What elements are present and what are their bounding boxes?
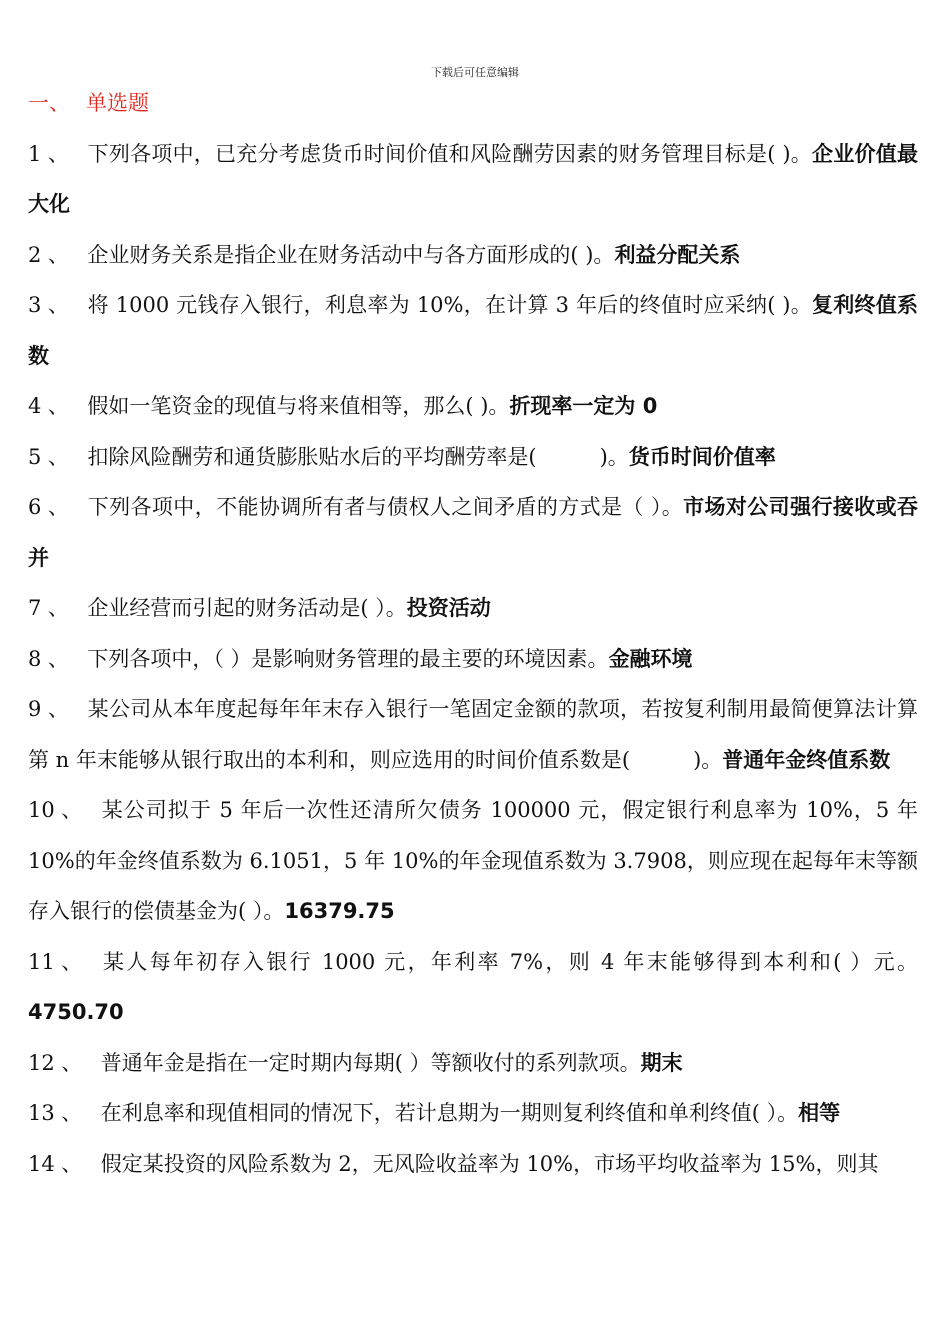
question-text: 企业经营而引起的财务活动是( ）。 (87, 596, 407, 620)
question-number: 8 (28, 646, 42, 671)
question-number: 4 (28, 394, 42, 418)
section-heading (28, 78, 918, 129)
question-item: 3 、 将 1000 元钱存入银行，利息率为 10%，在计算 3 年后的终值时应采纳( )。复利终值系数 (28, 280, 918, 381)
question-number: 14 (28, 1151, 55, 1176)
question-number: 3 (28, 293, 42, 317)
question-answer: 市场对公司强行接收或吞并 (28, 495, 918, 570)
question-text: 在利息率和现值相同的情况下，若计息期为一期则复利终值和单利终值( ）。 (100, 1101, 799, 1125)
section-number: 一、 (28, 91, 70, 115)
question-answer: 复利终值系数 (28, 293, 918, 368)
question-text: 假如一笔资金的现值与将来值相等，那么( )。 (87, 394, 510, 418)
question-text: 下列各项中，已充分考虑货币时间价值和风险酬劳因素的财务管理目标是( )。 (87, 141, 813, 166)
question-number: 7 (28, 596, 42, 620)
question-item: 8 、 下列各项中，（ ）是影响财务管理的最主要的环境因素。金融环境 (28, 634, 918, 685)
question-answer: 投资活动 (406, 596, 491, 620)
question-number: 9 (28, 697, 42, 721)
question-number: 1 (28, 141, 42, 166)
question-number: 12 (28, 1050, 55, 1075)
question-answer: 相等 (798, 1101, 841, 1125)
question-text: 普通年金是指在一定时期内每期( ）等额收付的系列款项。 (100, 1050, 641, 1075)
question-answer: 货币时间价值率 (628, 444, 776, 469)
question-item: 7 、 企业经营而引起的财务活动是( ）。投资活动 (28, 583, 918, 634)
question-item: 1 、 下列各项中，已充分考虑货币时间价值和风险酬劳因素的财务管理目标是( )。企业价值最大化 (28, 129, 918, 230)
question-item: 5 、 扣除风险酬劳和通货膨胀贴水后的平均酬劳率是( )。货币时间价值率 (28, 432, 918, 483)
question-answer: 期末 (640, 1050, 683, 1075)
question-item: 6 、 下列各项中，不能协调所有者与债权人之间矛盾的方式是（ ）。市场对公司强行接收或吞并 (28, 482, 918, 583)
question-answer: 普通年金终值系数 (722, 747, 891, 772)
question-item: 9 、 某公司从本年度起每年年末存入银行一笔固定金额的款项，若按复利制用最简便算法计算第 n 年末能够从银行取出的本利和，则应选用的时间价值系数是( )。普通年金终值系数 (28, 684, 918, 785)
question-item: 2 、 企业财务关系是指企业在财务活动中与各方面形成的( )。利益分配关系 (28, 230, 918, 281)
question-number: 11 (28, 949, 55, 974)
question-item: 11 、 某人每年初存入银行 1000 元，年利率 7%，则 4 年末能够得到本利和( ）元。4750.70 (28, 937, 918, 1038)
question-item: 12 、 普通年金是指在一定时期内每期( ）等额收付的系列款项。期末 (28, 1038, 918, 1089)
question-answer: 折现率一定为 0 (509, 394, 658, 418)
page-header: 下载后可任意编辑 (431, 66, 519, 79)
question-text: 扣除风险酬劳和通货膨胀贴水后的平均酬劳率是( )。 (87, 444, 629, 469)
question-text: 将 1000 元钱存入银行，利息率为 10%，在计算 3 年后的终值时应采纳( )。 (87, 293, 812, 317)
document-body (28, 78, 918, 1189)
question-answer: 4750.70 (28, 1000, 124, 1024)
question-number: 5 (28, 444, 42, 469)
question-text: 下列各项中，（ ）是影响财务管理的最主要的环境因素。 (87, 646, 609, 671)
question-number: 13 (28, 1101, 55, 1125)
question-number: 10 (28, 798, 55, 822)
question-answer: 金融环境 (608, 646, 693, 671)
question-item: 4 、 假如一笔资金的现值与将来值相等，那么( )。折现率一定为 0 (28, 381, 918, 432)
question-item: 10 、 某公司拟于 5 年后一次性还清所欠债务 100000 元，假定银行利息率为 10%，5 年 10%的年金终值系数为 6.1051，5 年 10%的年金现值系数为 3.7908，则应现在起每年末等额存入银行的偿债基金为( ）。16379.75 (28, 785, 918, 937)
section-title: 单选题 (86, 91, 149, 115)
question-answer: 利益分配关系 (614, 242, 741, 267)
question-text: 某公司从本年度起每年年末存入银行一笔固定金额的款项，若按复利制用最简便算法计算第 n 年末能够从银行取出的本利和，则应选用的时间价值系数是( )。 (28, 697, 918, 772)
question-item: 14 、 假定某投资的风险系数为 2，无风险收益率为 10%，市场平均收益率为 15%，则其 (28, 1139, 918, 1190)
question-text: 下列各项中，不能协调所有者与债权人之间矛盾的方式是（ ）。 (87, 495, 684, 519)
question-answer: 企业价值最大化 (28, 141, 919, 216)
question-item: 13 、 在利息率和现值相同的情况下，若计息期为一期则复利终值和单利终值( ）。相等 (28, 1088, 918, 1139)
question-text: 某人每年初存入银行 1000 元，年利率 7%，则 4 年末能够得到本利和( ）元。 (100, 949, 918, 974)
question-number: 2 (28, 242, 42, 267)
question-text: 某公司拟于 5 年后一次性还清所欠债务 100000 元，假定银行利息率为 10%，5 年 10%的年金终值系数为 6.1051，5 年 10%的年金现值系数为 3.7908，则应现在起每年末等额存入银行的偿债基金为( ）。 (28, 798, 918, 923)
question-answer: 16379.75 (284, 899, 395, 923)
question-text: 企业财务关系是指企业在财务活动中与各方面形成的( )。 (87, 242, 615, 267)
question-number: 6 (28, 495, 42, 519)
question-text: 假定某投资的风险系数为 2，无风险收益率为 10%，市场平均收益率为 15%，则其 (100, 1151, 879, 1176)
